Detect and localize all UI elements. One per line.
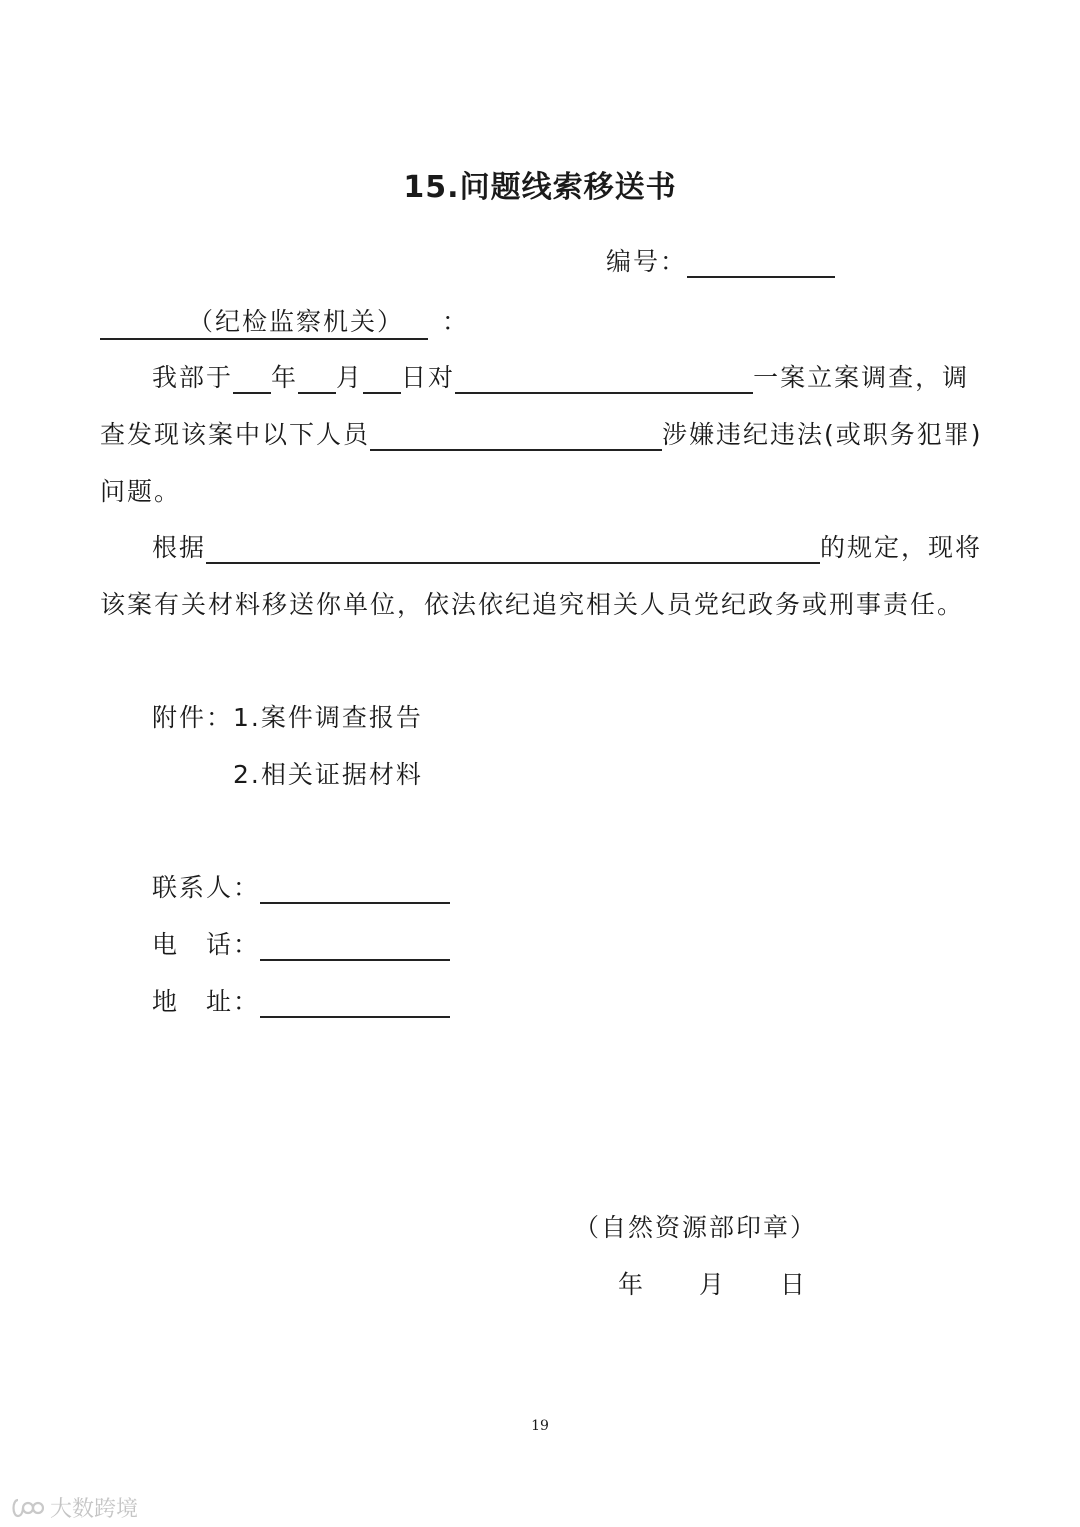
page-number: 19 bbox=[531, 1418, 549, 1434]
para1-line2-prefix: 查发现该案中以下人员 bbox=[100, 420, 371, 449]
contact-label: 联系人： bbox=[152, 873, 261, 902]
para1-line1 bbox=[152, 362, 969, 394]
para1-day: 日对 bbox=[401, 363, 456, 392]
para1-suffix: 一案立案调查，调 bbox=[753, 363, 970, 392]
attachment-label: 附件： bbox=[152, 703, 234, 732]
recipient-colon: ： bbox=[442, 307, 470, 336]
seal-text: （自然资源部印章） bbox=[574, 1213, 818, 1242]
signature-date: 年 月 日 bbox=[618, 1270, 808, 1299]
para2-line1 bbox=[152, 532, 982, 564]
address-label: 地 址： bbox=[152, 987, 261, 1016]
para2-line2: 该案有关材料移送你单位，依法依纪追究相关人员党纪政务或刑事责任。 bbox=[100, 590, 965, 619]
day-blank bbox=[363, 366, 401, 394]
para1-line2 bbox=[100, 419, 983, 451]
para1-line2-suffix: 涉嫌违纪违法(或职务犯罪) bbox=[662, 420, 983, 449]
recipient-text: （纪检监察机关） bbox=[188, 307, 405, 336]
attachment-item-1: 1.案件调查报告 bbox=[233, 703, 423, 732]
phone-row bbox=[152, 929, 450, 961]
document-number-row bbox=[606, 246, 835, 278]
contact-blank bbox=[260, 876, 450, 904]
watermark-text: 大数跨境 bbox=[50, 1497, 139, 1522]
number-blank bbox=[687, 250, 835, 278]
regulation-blank bbox=[206, 536, 820, 564]
address-blank bbox=[260, 990, 450, 1018]
watermark bbox=[10, 1492, 138, 1523]
phone-label: 电 话： bbox=[152, 930, 261, 959]
para1-line3: 问题。 bbox=[100, 477, 182, 506]
para2-prefix: 根据 bbox=[152, 533, 207, 562]
address-row bbox=[152, 986, 450, 1018]
document-title: 15.问题线索移送书 bbox=[403, 170, 677, 205]
watermark-logo-icon bbox=[10, 1496, 44, 1520]
attachment-item-2: 2.相关证据材料 bbox=[233, 760, 423, 789]
para1-year: 年 bbox=[271, 363, 299, 392]
month-blank bbox=[298, 366, 336, 394]
contact-row bbox=[152, 872, 450, 904]
year-blank bbox=[233, 366, 271, 394]
para1-month: 月 bbox=[336, 363, 364, 392]
recipient-blank bbox=[100, 306, 428, 340]
case-blank bbox=[455, 366, 753, 394]
para2-suffix: 的规定，现将 bbox=[820, 533, 983, 562]
para1-prefix: 我部于 bbox=[152, 363, 234, 392]
recipient-row bbox=[100, 306, 469, 340]
attachment-row-1 bbox=[152, 702, 423, 734]
number-label: 编号： bbox=[606, 247, 688, 276]
persons-blank bbox=[370, 423, 662, 451]
phone-blank bbox=[260, 933, 450, 961]
